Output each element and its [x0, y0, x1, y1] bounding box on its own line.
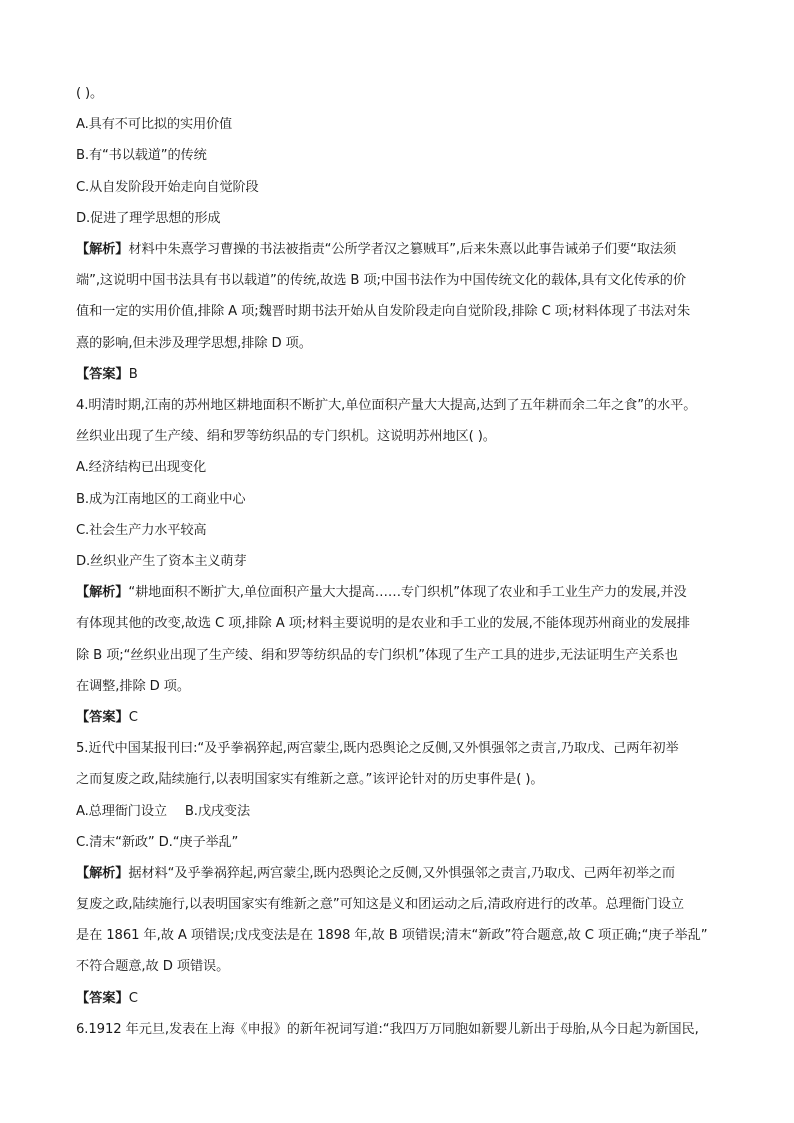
stem-line: 6.1912 年元旦,发表在上海《申报》的新年祝词写道:“我四万万同胞如新婴儿新出于母胎,从今日起为新国民,	[76, 1021, 699, 1037]
analysis-line: 端”,这说明中国书法具有书以载道”的传统,故选 B 项;中国书法作为中国传统文化的载体,具有文化传承的价	[76, 273, 686, 289]
question-4-option-d: D.丝织业产生了资本主义萌芽	[76, 553, 247, 569]
question-5-analysis	[76, 858, 726, 983]
question-5-answer	[76, 983, 726, 1014]
question-3-analysis	[76, 234, 726, 359]
analysis-text: 材料中朱熹学习曹操的书法被指责“公所学者汉之篡贼耳”,后来朱熹以此事告诫弟子们要“取法须	[128, 241, 677, 257]
answer-tag: 【答案】	[76, 709, 129, 725]
question-4-option-c: C.社会生产力水平较高	[76, 522, 207, 538]
question-3-option-a: A.具有不可比拟的实用价值	[76, 117, 233, 133]
stem-line: 丝织业出现了生产绫、绢和罗等纺织品的专门织机。这说明苏州地区( )。	[76, 429, 496, 445]
analysis-line	[76, 577, 726, 608]
analysis-line: 除 B 项;“丝织业出现了生产绫、绢和罗等纺织品的专门织机”体现了生产工具的进步,无法证明生产关系也	[76, 647, 678, 663]
analysis-line: 有体现其他的改变,故选 C 项,排除 A 项;材料主要说明的是农业和手工业的发展,不能体现苏州商业的发展排	[76, 616, 690, 632]
question-4-answer	[76, 702, 726, 733]
analysis-line: 是在 1861 年,故 A 项错误;戊戌变法是在 1898 年,故 B 项错误;清末“新政”符合题意,故 C 项正确;“庚子举乱”	[76, 928, 708, 944]
question-4-option-b: B.成为江南地区的工商业中心	[76, 491, 246, 507]
analysis-tag: 【解析】	[76, 585, 129, 601]
analysis-line: 复废之政,陆续施行,以表明国家实有维新之意”可知这是义和团运动之后,清政府进行的改革。总理衙门设立	[76, 897, 684, 913]
document-page	[76, 78, 726, 1045]
answer-tag: 【答案】	[76, 990, 129, 1006]
analysis-line: 不符合题意,故 D 项错误。	[76, 959, 230, 975]
question-3-stem-tail: ( )。	[76, 86, 104, 101]
question-5-stem	[76, 733, 726, 795]
answer-value: C	[128, 990, 138, 1006]
question-5-option-b: B.戊戌变法	[184, 803, 250, 819]
question-3-option-d: D.促进了理学思想的形成	[76, 210, 221, 226]
analysis-line	[76, 858, 726, 889]
question-5-option-c: C.清末“新政”	[76, 834, 155, 850]
question-4-analysis	[76, 577, 726, 702]
question-4-stem	[76, 390, 726, 452]
answer-value: C	[128, 709, 138, 725]
analysis-text: “耕地面积不断扩大,单位面积产量大大提高……专门织机”体现了农业和手工业生产力的发展,并没	[128, 585, 687, 601]
question-6-stem	[76, 1014, 726, 1045]
question-3-answer	[76, 359, 726, 390]
question-5-option-d: D.“庚子举乱”	[158, 834, 239, 850]
question-5-options-row-2	[76, 827, 726, 858]
stem-line: 4.明清时期,江南的苏州地区耕地面积不断扩大,单位面积产量大大提高,达到了五年耕而余二年之食”的水平。	[76, 397, 697, 413]
analysis-tag: 【解析】	[76, 241, 129, 257]
analysis-tag: 【解析】	[76, 865, 129, 881]
analysis-line: 熹的影响,但未涉及理学思想,排除 D 项。	[76, 335, 312, 351]
stem-line: 之而复废之政,陆续施行,以表明国家实有维新之意。”该评论针对的历史事件是( )。	[76, 772, 544, 788]
analysis-line	[76, 234, 726, 265]
answer-tag: 【答案】	[76, 366, 129, 382]
analysis-text: 据材料“及乎拳祸猝起,两宫蒙尘,既内恐舆论之反侧,又外惧强邻之责言,乃取戊、己两年初举之而	[128, 865, 675, 881]
question-5-option-a: A.总理衙门设立	[76, 803, 167, 819]
question-3-option-b: B.有“书以载道”的传统	[76, 148, 207, 164]
analysis-line: 在调整,排除 D 项。	[76, 678, 190, 694]
stem-line: 5.近代中国某报刊曰:“及乎拳祸猝起,两宫蒙尘,既内恐舆论之反侧,又外惧强邻之责言,乃取戊、己两年初举	[76, 741, 679, 757]
analysis-line: 值和一定的实用价值,排除 A 项;魏晋时期书法开始从自发阶段走向自觉阶段,排除 C 项;材料体现了书法对朱	[76, 304, 691, 320]
question-3-option-c: C.从自发阶段开始走向自觉阶段	[76, 179, 259, 195]
question-5-options-row-1	[76, 796, 726, 827]
question-4-option-a: A.经济结构已出现变化	[76, 460, 207, 476]
answer-value: B	[128, 366, 138, 382]
